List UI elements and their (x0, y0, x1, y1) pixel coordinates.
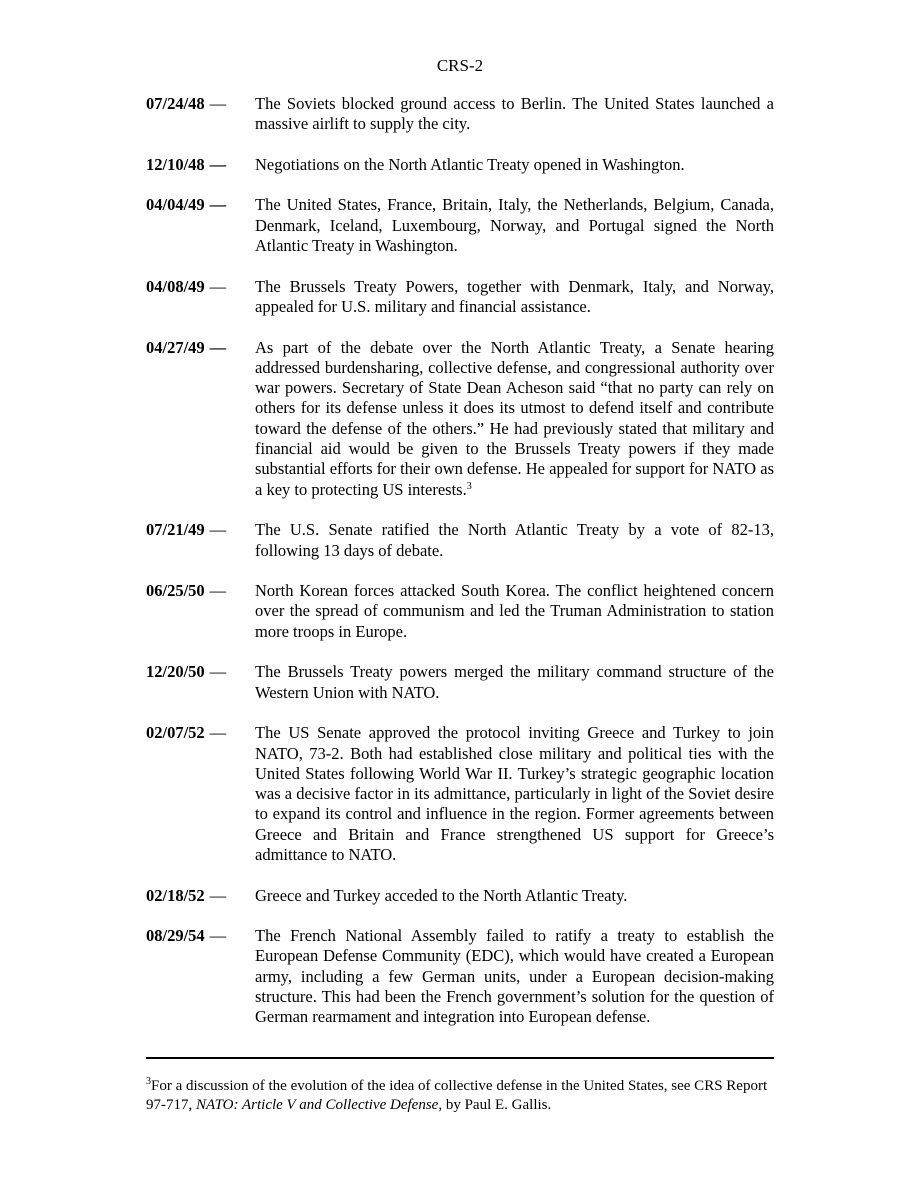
chronology-entry (146, 338, 774, 500)
entry-dash: — (209, 94, 227, 113)
entry-description: The U.S. Senate ratified the North Atlantic Treaty by a vote of 82-13, following 13 days of debate. (255, 520, 774, 560)
entry-description: The Brussels Treaty powers merged the military command structure of the Western Union with NATO. (255, 662, 774, 702)
entry-date: 02/07/52 — (146, 723, 227, 743)
chronology-entry (146, 94, 774, 135)
page-number: CRS-2 (436, 56, 484, 75)
chronology-entry (146, 926, 774, 1027)
entry-dash: — (209, 926, 227, 946)
entry-date: 06/25/50 — (146, 581, 227, 601)
entry-description: The US Senate approved the protocol inviting Greece and Turkey to join NATO, 73-2. Both had established close military and political ties with the United States following World War II. Turkey’s strategic geographic location was a decisive factor in its admittance, particularly in light of the Soviet desire to expand its control and influence in the region. Former agreements between Greece and Britain and France strengthened US support for Greece’s admittance to NATO. (255, 723, 774, 864)
entry-date: 04/04/49 — (146, 195, 227, 215)
chronology-entry (146, 723, 774, 865)
chronology-entry (146, 277, 774, 318)
entry-dash: — (209, 885, 227, 905)
entry-description: North Korean forces attacked South Korea. The conflict heightened concern over the spread of communism and led the Truman Administration to station more troops in Europe. (255, 581, 774, 641)
entry-dash: — (209, 195, 227, 215)
chronology-entry (146, 195, 774, 256)
chronology-entry (146, 886, 774, 906)
footnote (146, 1077, 774, 1115)
entry-dash: — (209, 276, 227, 296)
entry-date: 07/21/49 — (146, 520, 227, 540)
footnote-reference: 3 (466, 480, 472, 492)
chronology-entry (146, 581, 774, 642)
entry-date: 12/20/50 — (146, 662, 227, 682)
entry-date: 07/24/48 — (146, 94, 227, 113)
entry-date: 12/10/48 — (146, 154, 227, 174)
footnote-number: 3 (146, 1076, 151, 1087)
chronology-entry (146, 662, 774, 703)
chronology-list (146, 94, 774, 1048)
entry-description: The Soviets blocked ground access to Berlin. The United States launched a massive airlift to supply the city. (255, 94, 774, 134)
chronology-entry (146, 155, 774, 175)
entry-dash: — (209, 581, 227, 601)
entry-date: 08/29/54 — (146, 926, 227, 946)
entry-dash: — (209, 723, 227, 743)
entry-description: The United States, France, Britain, Italy, the Netherlands, Belgium, Canada, Denmark, Iceland, Luxembourg, Norway, and Portugal signed the North Atlantic Treaty in Washington. (255, 195, 774, 256)
footnote-author: , by Paul E. Gallis. (438, 1097, 552, 1113)
footnote-divider (146, 1057, 774, 1059)
entry-description: The French National Assembly failed to ratify a treaty to establish the European Defense Community (EDC), which would have created a European army, including a few German units, under a European decision-making structure. This had been the French government’s solution for the question of German rearmament and integration into European defense. (255, 926, 774, 1027)
entry-dash: — (209, 154, 227, 174)
entry-description: Negotiations on the North Atlantic Treaty opened in Washington. (255, 154, 685, 174)
entry-description: As part of the debate over the North Atlantic Treaty, a Senate hearing addressed burdensharing, collective defense, and congressional authority over war powers. Secretary of State Dean Acheson said “that no party can rely on others for its defense unless it does its utmost to defend itself and contribute toward the defense of the others.” He had previously stated that military and financial aid would be given to the Brussels Treaty powers if they made substantial efforts for their own defense. He appealed for support for NATO as a key to protecting US interests.$^3$ (255, 337, 774, 499)
chronology-entry (146, 520, 774, 561)
entry-date: 02/18/52 — (146, 885, 227, 905)
entry-dash: — (209, 337, 227, 357)
entry-date: 04/08/49 — (146, 276, 227, 296)
entry-dash: — (209, 520, 227, 540)
entry-dash: — (209, 662, 227, 682)
footnote-text: For a discussion of the evolution of the idea of collective defense in the United States, see CRS Report 97-717, (146, 1078, 768, 1113)
footnote-report-title: NATO: Article V and Collective Defense (196, 1097, 439, 1113)
entry-date: 04/27/49 — (146, 337, 227, 357)
entry-description: The Brussels Treaty Powers, together with Denmark, Italy, and Norway, appealed for U.S. military and financial assistance. (255, 276, 774, 316)
entry-description: Greece and Turkey acceded to the North Atlantic Treaty. (255, 885, 628, 905)
